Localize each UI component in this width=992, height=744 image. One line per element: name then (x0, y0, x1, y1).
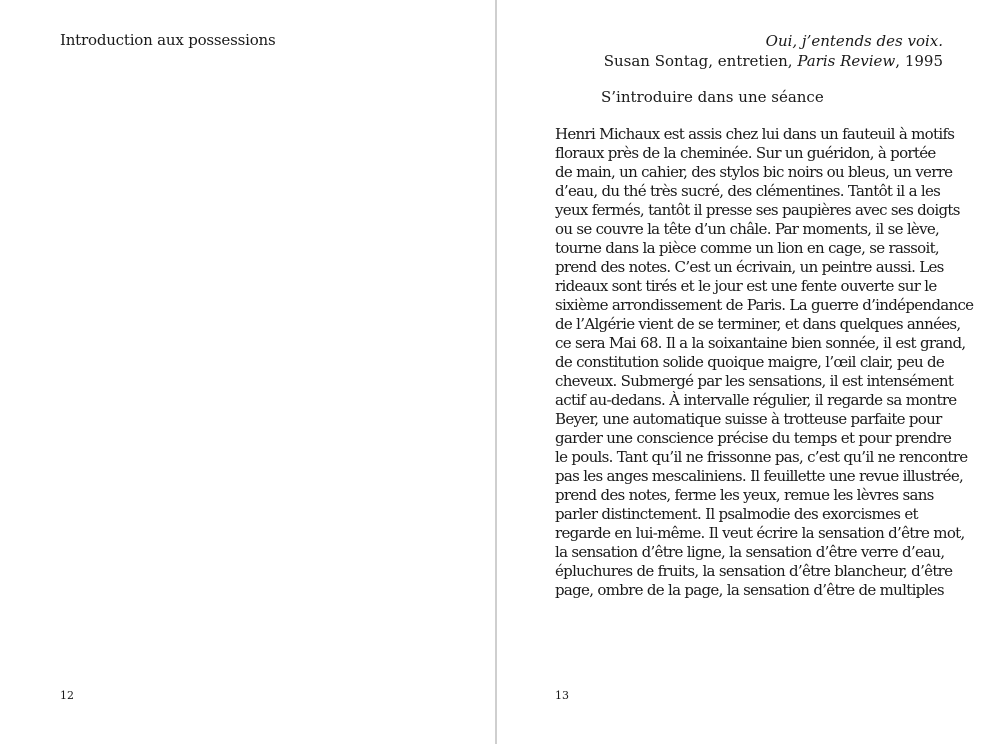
body-line: page, ombre de la page, la sensation d’être de multiples (555, 581, 944, 599)
body-line: ou se couvre la tête d’un châle. Par moments, il se lève, (555, 220, 940, 238)
body-line: pas les anges mescaliniens. Il feuillette une revue illustrée, (555, 467, 964, 485)
body-line: floraux près de la cheminée. Sur un guéridon, à portée (555, 144, 936, 162)
body-line: Beyer, une automatique suisse à trotteuse parfaite pour (555, 410, 942, 428)
body-line: actif au-dedans. À intervalle régulier, il regarde sa montre (555, 391, 957, 409)
page-number-right: 13 (555, 689, 569, 702)
body-line: cheveux. Submergé par les sensations, il est intensément (555, 372, 954, 390)
body-line: de main, un cahier, des stylos bic noirs ou bleus, un verre (555, 163, 953, 181)
running-head: Introduction aux possessions (60, 31, 276, 49)
attribution-source: Paris Review (797, 52, 896, 70)
body-line: yeux fermés, tantôt il presse ses paupières avec ses doigts (555, 201, 960, 219)
body-line: prend des notes. C’est un écrivain, un peintre aussi. Les (555, 258, 944, 276)
body-line: la sensation d’être ligne, la sensation d’être verre d’eau, (555, 543, 945, 561)
body-line: regarde en lui-même. Il veut écrire la sensation d’être mot, (555, 524, 965, 542)
epigraph-quote: Oui, j’entends des voix. (765, 32, 943, 50)
attribution-year: , 1995 (895, 52, 943, 70)
body-line: épluchures de fruits, la sensation d’être blancheur, d’être (555, 562, 953, 580)
page-number-left: 12 (60, 689, 74, 702)
body-line: Henri Michaux est assis chez lui dans un fauteuil à motifs (555, 125, 955, 143)
body-line: parler distinctement. Il psalmodie des exorcismes et (555, 505, 918, 523)
body-text (555, 125, 974, 600)
body-line: le pouls. Tant qu’il ne frissonne pas, c’est qu’il ne rencontre (555, 448, 968, 466)
right-page (497, 0, 992, 744)
body-line: de l’Algérie vient de se terminer, et dans quelques années, (555, 315, 961, 333)
body-line: tourne dans la pièce comme un lion en cage, se rassoit, (555, 239, 940, 257)
body-line: d’eau, du thé très sucré, des clémentines. Tantôt il a les (555, 182, 941, 200)
body-line: garder une conscience précise du temps et pour prendre (555, 429, 952, 447)
body-line: de constitution solide quoique maigre, l’œil clair, peu de (555, 353, 945, 371)
body-line: rideaux sont tirés et le jour est une fente ouverte sur le (555, 277, 937, 295)
body-line: ce sera Mai 68. Il a la soixantaine bien sonnée, il est grand, (555, 334, 966, 352)
epigraph (555, 31, 943, 71)
body-line: sixième arrondissement de Paris. La guerre d’indépendance (555, 296, 974, 314)
attribution-author: Susan Sontag, entretien, (603, 52, 798, 70)
section-title: S’introduire dans une séance (601, 88, 824, 106)
epigraph-attribution (555, 51, 943, 71)
body-line: prend des notes, ferme les yeux, remue les lèvres sans (555, 486, 934, 504)
